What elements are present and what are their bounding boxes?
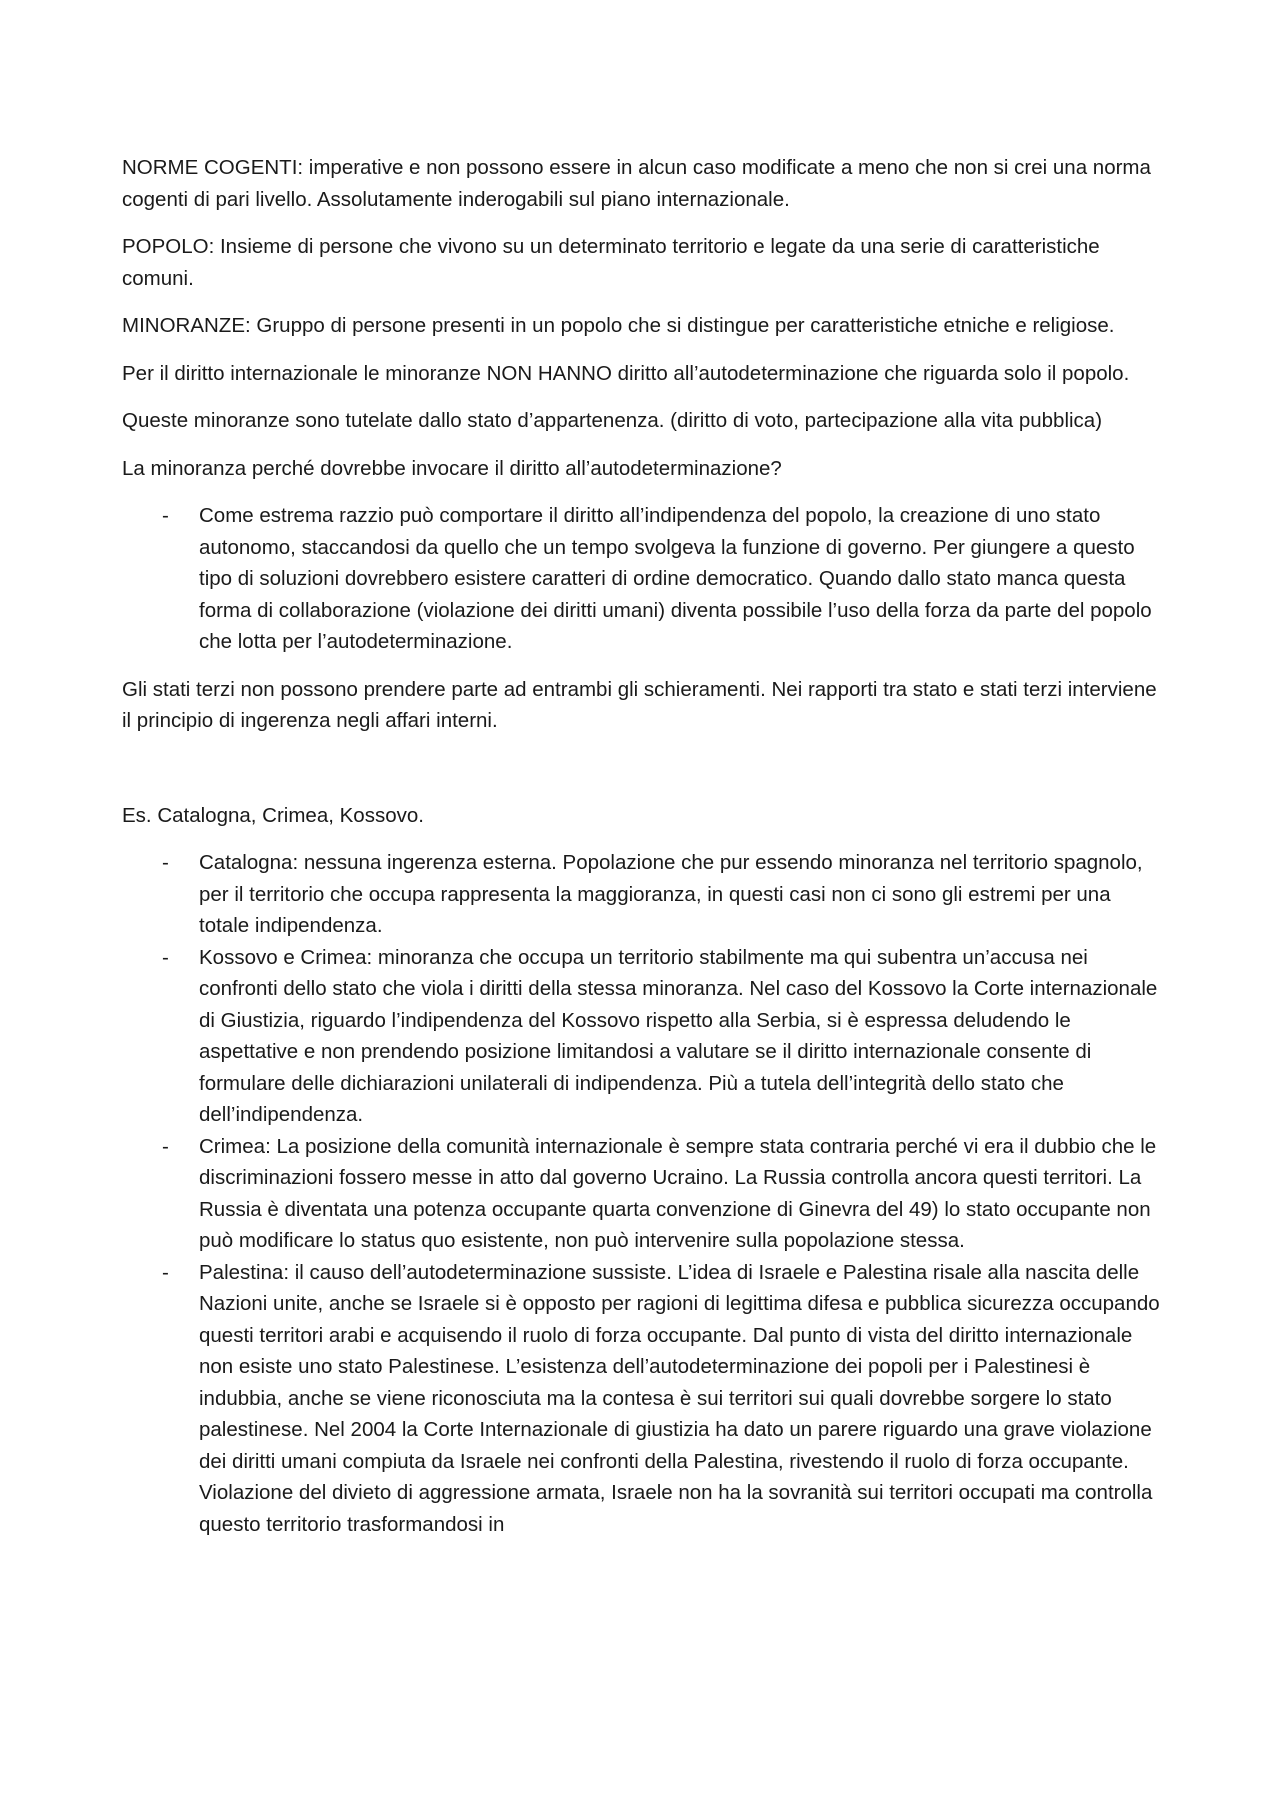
list-item-kossovo-crimea: - Kossovo e Crimea: minoranza che occupa un territorio stabilmente ma qui subentra un’accusa nei confronti dello stato che viola i diritti della stessa minoranza. Nel caso del Kossovo la Corte internazionale di Giustizia, riguardo l’indipendenza del Kossovo rispetto alla Serbia, si è espressa deludendo le aspettative e non prendendo posizione limitandosi a valutare se il diritto internazionale consente di formulare delle dichiarazioni unilaterali di indipendenza. Più a tutela dell’integrità dello stato che dell’indipendenza. (122, 942, 1162, 1131)
paragraph-question: La minoranza perché dovrebbe invocare il diritto all’autodeterminazione? (122, 456, 782, 480)
paragraph-popolo: POPOLO: Insieme di persone che vivono su un determinato territorio e legate da una serie di caratteristiche comuni. (122, 235, 1100, 290)
paragraph-diritto-internazionale: Per il diritto internazionale le minoranze NON HANNO diritto all’autodeterminazione che riguarda solo il popolo. (122, 361, 1130, 385)
bullet-list-examples (122, 847, 1162, 1540)
document-body (122, 152, 1162, 1556)
list-item: - Come estrema razzio può comportare il diritto all’indipendenza del popolo, la creazione di uno stato autonomo, staccandosi da quello che un tempo svolgeva la funzione di governo. Per giungere a questo tipo di soluzioni dovrebbero esistere caratteri di ordine democratico. Quando dallo stato manca questa forma di collaborazione (violazione dei diritti umani) diventa possibile l’uso della forza da parte del popolo che lotta per l’autodeterminazione. (122, 500, 1162, 658)
paragraph-tutela-minoranze: Queste minoranze sono tutelate dallo stato d’appartenenza. (diritto di voto, partecipazione alla vita pubblica) (122, 409, 1103, 432)
bullet-list-autodeterminazione (122, 500, 1162, 658)
list-item-catalogna: - Catalogna: nessuna ingerenza esterna. Popolazione che pur essendo minoranza nel territorio spagnolo, per il territorio che occupa rappresenta la maggioranza, in questi casi non ci sono gli estremi per una totale indipendenza. (122, 847, 1162, 942)
blank-line (122, 753, 1162, 800)
paragraph-examples: Es. Catalogna, Crimea, Kossovo. (122, 803, 424, 827)
list-item-palestina: - Palestina: il causo dell’autodeterminazione sussiste. L’idea di Israele e Palestina risale alla nascita delle Nazioni unite, anche se Israele si è opposto per ragioni di legittima difesa e pubblica sicurezza occupando questi territori arabi e acquisendo il ruolo di forza occupante. Dal punto di vista del diritto internazionale non esiste uno stato Palestinese. L’esistenza dell’autodeterminazione dei popoli per i Palestinesi è indubbia, anche se viene riconosciuta ma la contesa è sui territori sui quali dovrebbe sorgere lo stato palestinese. Nel 2004 la Corte Internazionale di giustizia ha dato un parere riguardo una grave violazione dei diritti umani compiuta da Israele nei confronti della Palestina, rivestendo il ruolo di forza occupante. Violazione del divieto di aggressione armata, Israele non ha la sovranità sui territori occupati ma controlla questo territorio trasformandosi in (122, 1257, 1162, 1541)
list-item-crimea: - Crimea: La posizione della comunità internazionale è sempre stata contraria perché vi era il dubbio che le discriminazioni fossero messe in atto dal governo Ucraino. La Russia controlla ancora questi territori. La Russia è diventata una potenza occupante quarta convenzione di Ginevra del 49) lo stato occupante non può modificare lo status quo esistente, non può intervenire sulla popolazione stessa. (122, 1131, 1162, 1257)
paragraph-norme-cogenti: NORME COGENTI: imperative e non possono essere in alcun caso modificate a meno che non si crei una norma cogenti di pari livello. Assolutamente inderogabili sul piano internazionale. (122, 156, 1151, 211)
paragraph-stati-terzi: Gli stati terzi non possono prendere parte ad entrambi gli schieramenti. Nei rapporti tra stato e stati terzi interviene il principio di ingerenza negli affari interni. (122, 677, 1157, 732)
paragraph-minoranze: MINORANZE: Gruppo di persone presenti in un popolo che si distingue per caratteristiche etniche e religiose. (122, 314, 1115, 337)
